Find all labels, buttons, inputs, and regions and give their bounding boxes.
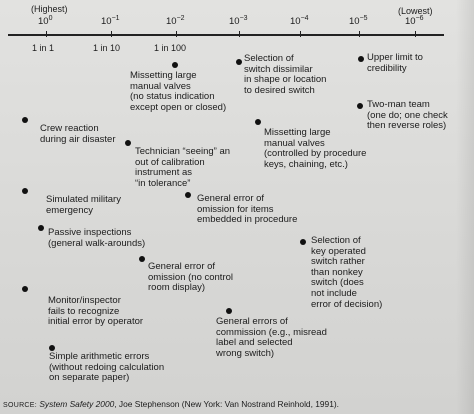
item-arithmetic-errors: Simple arithmetic errors (without redoing calculation on separate paper) <box>49 351 165 384</box>
item-missetting-procedure: Missetting large manual valves (controlled by procedure keys, chaining, etc.) <box>264 127 367 170</box>
tick-label: $10^{-2}$ <box>166 15 185 27</box>
tick-label: $10^{-5}$ <box>349 15 368 27</box>
point-marker <box>357 103 363 109</box>
point-marker <box>38 225 44 231</box>
item-technician-seeing: Technician “seeing” an out of calibration instrument as “in tolerance” <box>135 146 231 189</box>
point-marker <box>172 62 178 68</box>
item-monitor-inspector: Monitor/inspector fails to recognize initial error by operator <box>48 295 144 328</box>
axis-tick <box>111 31 112 37</box>
point-marker <box>236 59 242 65</box>
page-edge-shadow <box>456 0 474 414</box>
highest-label: (Highest) <box>31 4 68 14</box>
tick-label: $10^0$ <box>38 15 53 27</box>
source-key: SOURCE: <box>3 402 37 409</box>
axis-tick <box>415 31 416 37</box>
item-simulated-emergency: Simulated military emergency <box>46 194 121 216</box>
axis-tick <box>46 31 47 37</box>
point-marker <box>358 56 364 62</box>
item-omission-control-room: General error of omission (no control room display) <box>148 261 234 294</box>
tick-label: $10^{-4}$ <box>290 15 309 27</box>
tick-label: $10^{-6}$ <box>405 15 424 27</box>
point-marker <box>255 119 261 125</box>
item-upper-limit: Upper limit to credibility <box>367 52 423 74</box>
point-marker <box>226 308 232 314</box>
axis-tick <box>176 31 177 37</box>
point-marker <box>125 140 131 146</box>
point-marker <box>22 188 28 194</box>
point-marker <box>300 239 306 245</box>
point-marker <box>22 286 28 292</box>
point-marker <box>185 192 191 198</box>
item-passive-inspections: Passive inspections (general walk-arounds) <box>48 227 146 249</box>
item-crew-reaction: Crew reaction during air disaster <box>40 123 116 145</box>
item-commission-errors: General errors of commission (e.g., misread label and selected wrong switch) <box>216 316 327 359</box>
lowest-label: (Lowest) <box>398 6 433 16</box>
tick-label: $10^{-1}$ <box>101 15 120 27</box>
item-missetting-status: Missetting large manual valves (no status indication except open or closed) <box>130 70 227 113</box>
axis-tick <box>300 31 301 37</box>
item-selection-dissimilar: Selection of switch dissimilar in shape or location to desired switch <box>244 53 327 96</box>
tick-label: $10^{-3}$ <box>229 15 248 27</box>
source-title: System Safety 2000 <box>39 399 115 409</box>
point-marker <box>22 117 28 123</box>
source-citation <box>3 399 339 411</box>
ratio-label: 1 in 1 <box>32 43 55 53</box>
item-two-man-team: Two-man team (one do; one check then reverse roles) <box>367 99 448 132</box>
source-rest: , Joe Stephenson (New York: Van Nostrand Reinhold, 1991). <box>114 399 339 409</box>
item-key-operated: Selection of key operated switch rather than nonkey switch (does not include error of decision) <box>311 235 383 310</box>
ratio-label: 1 in 100 <box>154 43 187 53</box>
item-omission-procedure: General error of omission for items embedded in procedure <box>197 193 298 226</box>
axis-tick <box>359 31 360 37</box>
axis-tick <box>239 31 240 37</box>
point-marker <box>139 256 145 262</box>
ratio-label: 1 in 10 <box>93 43 121 53</box>
probability-axis <box>8 34 444 36</box>
